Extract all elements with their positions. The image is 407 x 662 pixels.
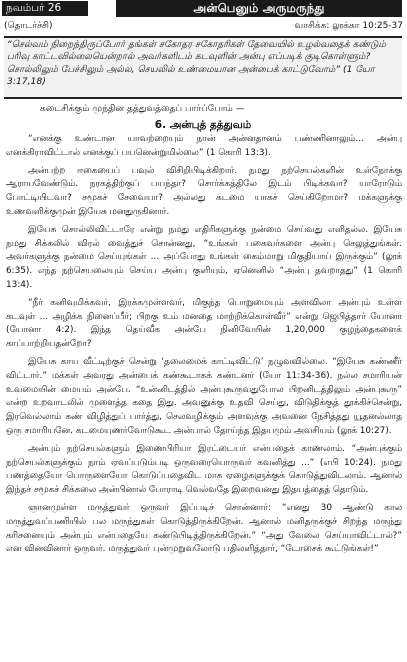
page-title: அன்பெனும் அருமருந்து (116, 0, 402, 17)
reading-reference: வாசிக்க: லூக்கா 10:25-37 (294, 21, 403, 31)
date-label: நவம்பர் 26 (2, 1, 88, 16)
paragraph: அன்பற்ற ஈகையைப் பவுல் விசிறிபிடிக்கிறார். நமது நற்செயல்களின் உள்நோக்கு ஆராயவேண்டும். நரகத்திற்குப் பயந்தா? சொர்க்கத்திலே இடம் பிடிக்கவா? யாரோடும் போட்டியிடவா? சமூகச் சேவையா? அல்லது கடமை யாகச் செய்கிறோமா? மக்களுக்கு உணவளிக்குமுன் இயேசு மனதுருகினார். (6, 165, 402, 217)
paragraph: ஞானமுள்ள மருத்துவர் ஒருவர் இப்படிச் சொன்னார்: “எனது 30 ஆண்டு கால மருத்துவப்பணியில் பல மருந்துகள் கொடுத்திருக்கிறேன். ஆனால் மனிதருக்குச் சிறந்த மருந்து கரிசனையும் அன்பும் என்பதையே கண்டுபிடித்திருக்கிறேன்.” “அது வேலை செய்யாவிட்டால்?” என வினவினார் ஒருவர். மருத்துவர் புன்முறுவலோடு பதிலளித்தார், “டோசைக் கூட்டுங்கள்!” (6, 502, 402, 555)
paragraph: “நீர் கனிவுமிக்கவர், இரக்கமுள்ளவர், மிகுந்த பொறுமையும் அளவிலா அன்பும் உள்ள கடவுள் ... அழிக்க நினைப்பீர்; பிறகு உம் மனதை மாற்றிக்கொள்வீர்” என்று ஜெபித்தார் யோனா (யோனா 4:2). இந்த தெய்வீக அன்பே நினிவேயின் 1,20,000 குழந்தைகளைக் காப்பாற்றியதன்றோ? (6, 297, 402, 350)
key-verse: “செல்வம் நிறைந்திருப்போர் தங்கள் சகோதர சகோதரிகள் தேவையில் உழல்வதைக் கண்டும் பரிவு காட்டவில்லையென்றால் அவர்களிடம் கடவுளின் அன்பு எப்படிக் குடிகொள்ளும்? சொல்லிலும் பேச்சிலும் அல்ல, செயலில் உண்மையான அன்பைக் காட்டுவோம்” (1 யோ 3:17,18) (4, 36, 402, 99)
paragraph: இயேசு சொல்லிவிட்டாரே என்று நமது எதிரிகளுக்கு நன்மை செய்வது எளிதல்ல. இயேசு நமது சிக்கலில் விரல் வைத்துச் சொன்னது, “உங்கள் பகைவர்களை அன்பு செலுத்துங்கள். அவர்களுக்கு நன்மை செய்யுங்கள் ... அப்போது உங்கள் கைம்மாறு மிகுதியாய் இருக்கும்” (லூக் 6:35). எந்த நற்செயலையும் செய்ய அன்பு குளியும், ஏனெனில் “அன்பு தவறாதது” (1 கொரி 13:4). (6, 224, 402, 290)
article-body (6, 133, 402, 561)
subheader (4, 19, 403, 33)
paragraph: “எனக்கு உண்டான யாவற்றையும் நான் அன்னதானம் பண்ணினாலும்... அன்பு எனக்கிராவிட்டால் எனக்குப் பயனென்றுமில்லை” (1 கொரி 13:3). (6, 134, 402, 158)
paragraph: அன்பும் நற்செயல்களும் இணைபிரியா இரட்டையர் என்பதைக் காணலாம். “அன்புக்கும் நற்செயல்களுக்கும் நாம் ஏவப்படும்படி ஒருவரையொருவர் கவனித்து ...” (எபி 10:24). நமது பணத்தையோ பொருளையோ கொடுப்பதைவிட மாக ஏழைகளுக்குக் கொடுத்துவிடலாம். ஆனால் இந்தச் சமூகச் சிக்கலை அன்பினால் போராடி வெல்வதே இறைவனது இதயத்தைத் தொடும். (6, 443, 402, 496)
intro-line: கடைசிக்கும் முந்தின தத்துவத்தைப் பார்ப்போம் — (40, 104, 245, 114)
page-header (0, 0, 407, 17)
section-title: 6. அன்புத் தத்துவம் (154, 119, 252, 131)
continuation-label: (தொடர்ச்சி) (4, 21, 53, 31)
paragraph: இயேசு காய வீட்டிற்குச் சென்று ‘தலைமைக் காட்டிவிட்டு’ நழுவவில்லை. “இயேசு கண்ணீர் விட்டார்.” மக்கள் அவரது அன்பைக் கண்கூடாகக் கண்டனர் (யோ 11:34-36). நல்ல சமாரியன் உவமையின் மையம் அன்பே. “உன்னிடத்தில் அன்புகூருவதுபோல பிறனிடத்திலும் அன்புகூரு” என்ற உறவாடலில் முளைத்த கதை இது. அவனுக்கு உதவி செய்து, விடுதிக்குத் தூக்கிச்சென்று, இரவெல்லாம் கண் விழித்துப் பார்த்து, செலவழிக்கும் அளவுக்கு அவனை நேசித்தது யூதனல்லாத ஒரு சமாரியனே. கடமையுணர்வோடுகூட அன்பால் தோய்ந்த இதயமும் அவசியம் (லூக் 10:27). (6, 356, 402, 436)
